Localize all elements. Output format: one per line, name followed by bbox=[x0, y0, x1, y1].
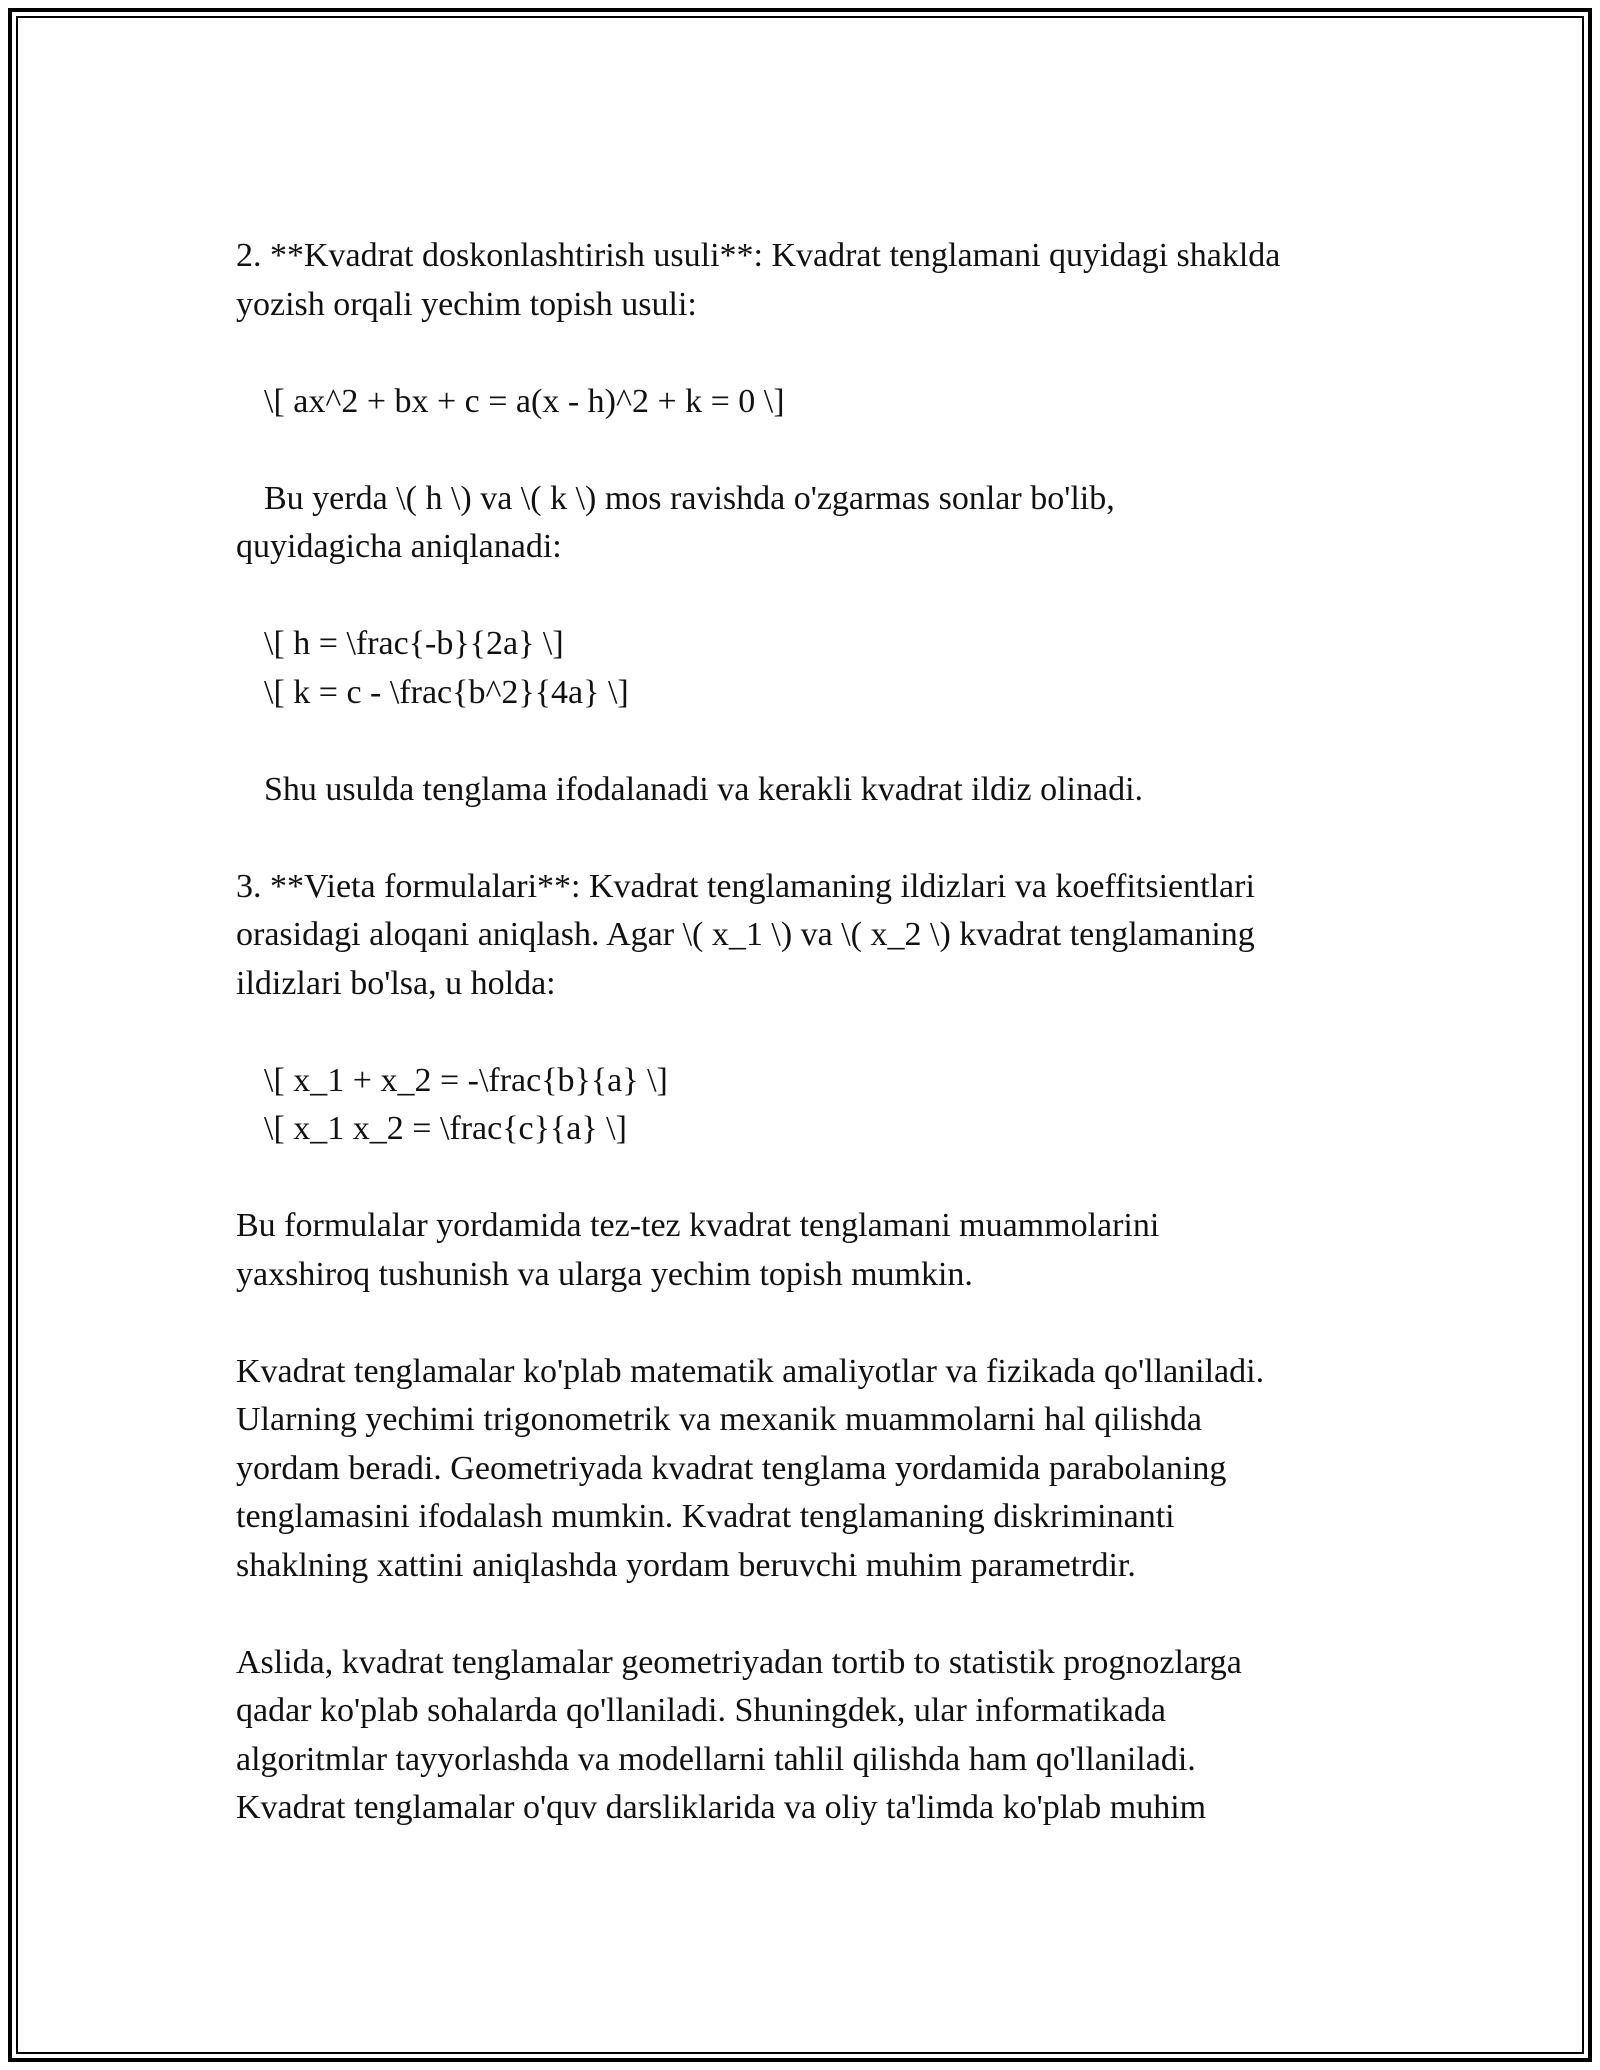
text-line: orasidagi aloqani aniqlash. Agar \( x_1 \) va \( x_2 \) kvadrat tenglamaning bbox=[236, 916, 1255, 953]
text-line: yordam beradi. Geometriyada kvadrat tenglama yordamida parabolaning bbox=[236, 1449, 1227, 1487]
spacer bbox=[236, 1154, 1376, 1203]
text-line: 3. **Vieta formulalari**: Kvadrat tenglamaning ildizlari va koeffitsientlari bbox=[236, 867, 1255, 905]
formula-vieta-product: \[ x_1 x_2 = \frac{c}{a} \] bbox=[264, 1110, 627, 1147]
item-2-heading bbox=[236, 232, 1376, 329]
paragraph-formulas-usage bbox=[236, 1202, 1376, 1299]
text-line: Ularning yechimi trigonometrik va mexanik muammolarni hal qilishda bbox=[236, 1401, 1202, 1438]
text-line: ildizlari bo'lsa, u holda: bbox=[236, 964, 556, 1002]
spacer bbox=[236, 717, 1376, 766]
spacer bbox=[236, 814, 1376, 863]
spacer bbox=[236, 572, 1376, 621]
item-2-formulas bbox=[236, 620, 1376, 717]
text-line: shaklning xattini aniqlashda yordam beruvchi muhim parametrdir. bbox=[236, 1546, 1136, 1584]
text-line: Bu yerda \( h \) va \( k \) mos ravishda o'zgarmas sonlar bo'lib, bbox=[264, 479, 1115, 517]
formula-h: \[ h = \frac{-b}{2a} \] bbox=[264, 625, 564, 662]
text-line: quyidagicha aniqlanadi: bbox=[236, 528, 562, 565]
text-line: yozish orqali yechim topish usuli: bbox=[236, 285, 697, 323]
text-line: Kvadrat tenglamalar ko'plab matematik amaliyotlar va fizikada qo'llaniladi. bbox=[236, 1352, 1265, 1390]
text-line: Aslida, kvadrat tenglamalar geometriyadan tortib to statistik prognozlarga bbox=[236, 1643, 1242, 1681]
text-line: 2. **Kvadrat doskonlashtirish usuli**: Kvadrat tenglamani quyidagi shaklda bbox=[236, 237, 1281, 274]
text-line: tenglamasini ifodalash mumkin. Kvadrat tenglamaning diskriminanti bbox=[236, 1498, 1175, 1535]
item-3-heading bbox=[236, 863, 1376, 1009]
formula-k: \[ k = c - \frac{b^2}{4a} \] bbox=[264, 673, 629, 711]
paragraph-applications bbox=[236, 1348, 1376, 1591]
paragraph-fields bbox=[236, 1639, 1376, 1833]
item-2-explanation bbox=[236, 475, 1376, 572]
text-line: Bu formulalar yordamida tez-tez kvadrat tenglamani muammolarini bbox=[236, 1207, 1160, 1244]
formula-vieta-sum: \[ x_1 + x_2 = -\frac{b}{a} \] bbox=[264, 1061, 668, 1099]
formula-completed-square: \[ ax^2 + bx + c = a(x - h)^2 + k = 0 \] bbox=[264, 382, 785, 420]
spacer bbox=[236, 426, 1376, 475]
spacer bbox=[236, 1008, 1376, 1057]
spacer bbox=[236, 329, 1376, 378]
document-body bbox=[236, 232, 1376, 1833]
spacer bbox=[236, 1299, 1376, 1348]
text-line: Kvadrat tenglamalar o'quv darsliklarida va oliy ta'limda ko'plab muhim bbox=[236, 1789, 1207, 1826]
item-3-formulas bbox=[236, 1057, 1376, 1154]
text-line: yaxshiroq tushunish va ularga yechim topish mumkin. bbox=[236, 1255, 973, 1293]
text-line: algoritmlar tayyorlashda va modellarni tahlil qilishda ham qo'llaniladi. bbox=[236, 1740, 1196, 1778]
text-line: qadar ko'plab sohalarda qo'llaniladi. Shuningdek, ular informatikada bbox=[236, 1692, 1166, 1729]
item-2-conclusion: Shu usulda tenglama ifodalanadi va kerakli kvadrat ildiz olinadi. bbox=[264, 770, 1144, 808]
spacer bbox=[236, 1590, 1376, 1639]
